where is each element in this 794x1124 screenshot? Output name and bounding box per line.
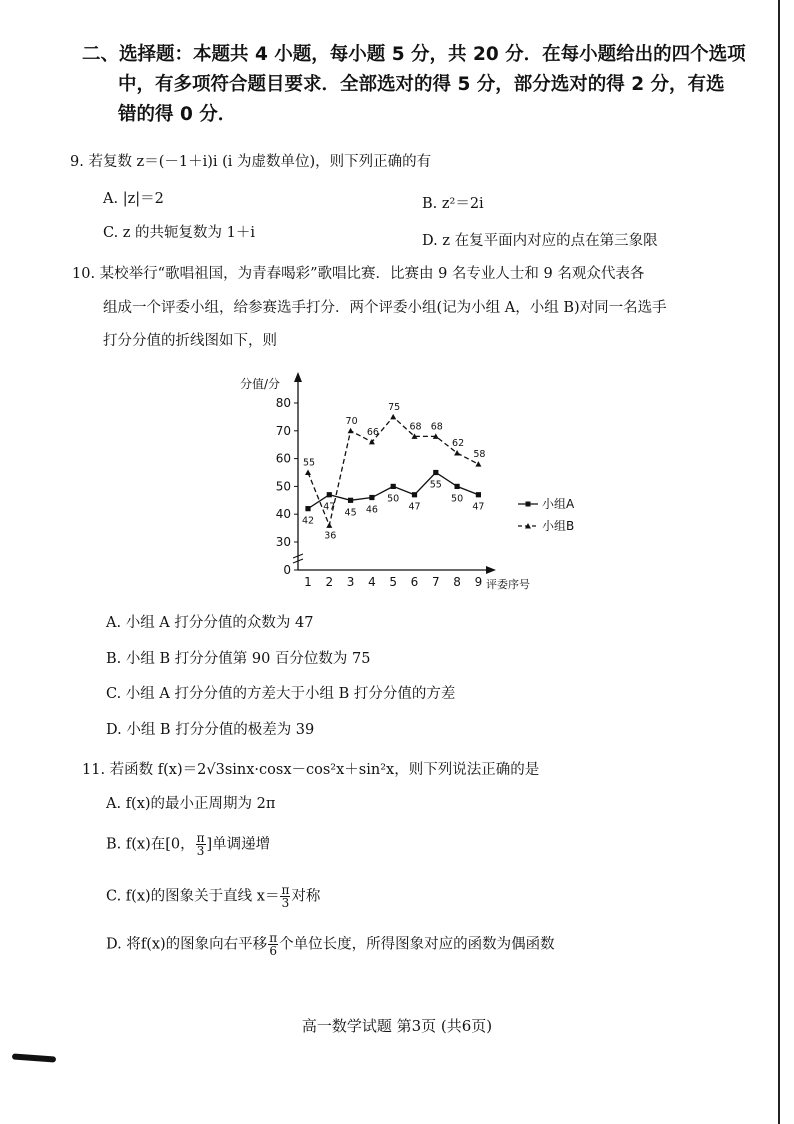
series-b-point: [305, 470, 311, 476]
fraction-denominator: 3: [281, 896, 290, 910]
q9-option-c: C. z 的共轭复数为 1＋i: [103, 225, 256, 241]
series-a-point: [327, 492, 332, 497]
y-tick-label: 40: [275, 507, 291, 522]
x-tick-label: 8: [453, 575, 461, 589]
fraction-denominator: 6: [269, 944, 277, 958]
q11-option-c: [106, 884, 320, 909]
series-b-data-label: 68: [409, 421, 422, 433]
series-b-point: [326, 522, 332, 528]
series-b-data-label: 68: [430, 421, 443, 433]
series-a-data-label: 47: [408, 501, 421, 513]
series-b-point: [475, 461, 481, 467]
q11-option-d-pre: D. 将f(x)的图象向右平移: [106, 936, 268, 953]
fraction-denominator: 3: [196, 844, 205, 858]
scan-smudge: [12, 1053, 56, 1062]
q11-option-a: A. f(x)的最小正周期为 2π: [106, 796, 276, 812]
q10-line-1: 10. 某校举行“歌唱祖国，为青春喝彩”歌唱比赛．比赛由 9 名专业人士和 9 名观众代表各: [72, 266, 645, 282]
series-a-point: [305, 506, 310, 511]
q11-option-d-post: 个单位长度，所得图象对应的函数为偶函数: [279, 936, 555, 953]
q11-option-c-pre: C. f(x)的图象关于直线 x＝: [106, 888, 280, 905]
series-a-point: [412, 492, 417, 497]
q11-option-b: [106, 832, 270, 857]
y-tick-label: 80: [275, 396, 291, 410]
fraction-numerator: π: [196, 831, 205, 845]
x-tick-label: 7: [431, 575, 440, 589]
x-tick-label: 6: [410, 575, 419, 589]
series-a-data-label: 50: [387, 493, 400, 505]
x-tick-label: 3: [346, 575, 355, 589]
series-a-data-label: 50: [451, 493, 464, 505]
pi-over-3-fraction: [196, 832, 206, 857]
q9-stem: 9. 若复数 z＝(－1＋i)i (i 为虚数单位)，则下列正确的有: [70, 154, 432, 170]
section-header: [82, 40, 746, 130]
y-tick-label: 60: [275, 451, 291, 466]
series-b-data-label: 36: [324, 530, 337, 542]
section-line-2: 中，有多项符合题目要求．全部选对的得 5 分，部分选对的得 2 分，有选: [118, 74, 725, 95]
x-tick-label: 2: [325, 575, 334, 589]
q10-option-d: D. 小组 B 打分分值的极差为 39: [106, 722, 315, 738]
q10-option-c: C. 小组 A 打分分值的方差大于小组 B 打分分值的方差: [106, 686, 456, 702]
series-a-data-label: 55: [429, 479, 442, 491]
q10-option-b: B. 小组 B 打分分值第 90 百分位数为 75: [106, 651, 371, 667]
y-tick-label: 70: [275, 423, 291, 438]
x-tick-label: 1: [304, 575, 312, 589]
series-a-data-label: 47: [472, 501, 485, 513]
series-a-data-label: 42: [301, 515, 315, 527]
scan-edge-line: [778, 0, 780, 1124]
q11-stem: 11. 若函数 f(x)＝2√3sinx·cosx－cos²x＋sin²x，则下列说法正确的是: [82, 762, 540, 778]
series-b-data-label: 75: [388, 401, 401, 413]
q10-line-2: 组成一个评委小组，给参赛选手打分．两个评委小组(记为小组 A，小组 B)对同一名选手: [103, 300, 667, 316]
q10-line-3: 打分分值的折线图如下，则: [103, 333, 277, 349]
pi-over-3-fraction: [280, 884, 290, 909]
x-axis-arrow: [486, 566, 496, 574]
legend-b-label: 小组B: [542, 519, 575, 533]
section-line-1: 二、选择题：本题共 4 小题，每小题 5 分，共 20 分．在每小题给出的四个选项: [82, 44, 746, 65]
y-tick-label: 30: [275, 535, 291, 549]
line-chart-svg: [238, 366, 578, 596]
y-tick-label: 50: [275, 479, 291, 494]
q9-option-d: D. z 在复平面内对应的点在第三象限: [422, 233, 658, 249]
series-a-point: [476, 492, 481, 497]
y-tick-label: 0: [283, 563, 291, 577]
q10-option-a: A. 小组 A 打分分值的众数为 47: [106, 615, 314, 631]
q9-option-b: B. z²＝2i: [422, 196, 484, 212]
fraction-numerator: π: [269, 931, 278, 945]
q11-option-b-post: ]单调递增: [206, 836, 271, 853]
x-tick-label: 9: [474, 575, 483, 589]
q11-option-c-post: 对称: [291, 888, 321, 905]
page-footer: 高一数学试题 第3页 (共6页): [301, 1017, 493, 1035]
section-line-3: 错的得 0 分．: [118, 104, 237, 125]
y-axis-arrow: [294, 372, 302, 382]
series-a-point: [455, 484, 460, 489]
x-axis-label: 评委序号: [486, 578, 530, 591]
legend-a-label: 小组A: [542, 497, 575, 511]
pi-over-6-fraction: [268, 932, 278, 957]
x-tick-label: 4: [368, 575, 376, 589]
fraction-numerator: π: [281, 883, 290, 897]
series-a-point: [369, 495, 374, 500]
series-a-point: [433, 470, 438, 475]
series-b-data-label: 62: [452, 438, 465, 450]
legend-a-marker: [526, 502, 531, 507]
series-a-point: [348, 498, 353, 503]
series-b-data-label: 70: [345, 415, 358, 427]
series-b-data-label: 58: [473, 449, 486, 461]
series-a-data-label: 45: [344, 507, 357, 519]
q11-option-d: [106, 932, 555, 957]
q9-option-a: A. |z|＝2: [103, 191, 164, 207]
series-b-data-label: 66: [366, 426, 379, 438]
q11-option-b-pre: B. f(x)在[0，: [106, 836, 195, 853]
x-tick-label: 5: [389, 575, 398, 589]
line-chart: [238, 366, 578, 600]
series-a-data-label: 46: [365, 504, 378, 516]
y-axis-label: 分值/分: [240, 377, 281, 391]
series-b-data-label: 55: [302, 457, 316, 469]
series-a-data-label: 47: [323, 501, 336, 513]
series-a-point: [391, 484, 396, 489]
series-b-point: [390, 414, 396, 420]
series-b-point: [348, 428, 354, 434]
